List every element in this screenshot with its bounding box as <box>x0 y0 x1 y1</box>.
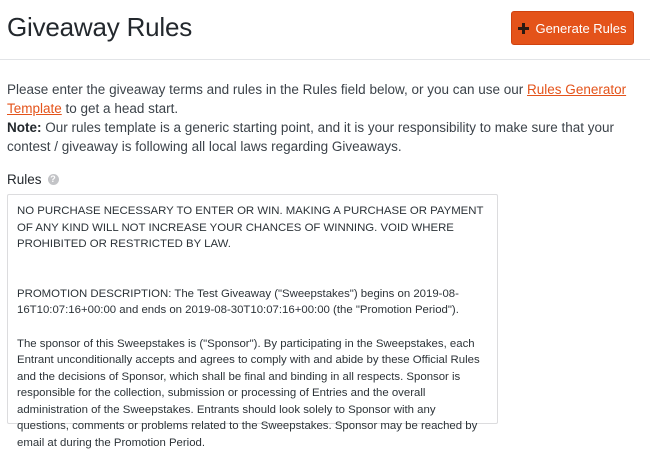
intro-paragraph <box>7 80 637 118</box>
rules-paragraph-1: NO PURCHASE NECESSARY TO ENTER OR WIN. MAKING A PURCHASE OR PAYMENT OF ANY KIND WILL NOT INCREASE YOUR CHANCES OF WINNING. VOID WHERE PROHIBITED OR RESTRICTED BY LAW. <box>17 203 488 253</box>
rules-field-label <box>7 172 59 187</box>
rules-generator-template-link[interactable]: Rules Generator Template <box>7 82 626 116</box>
note-paragraph <box>7 118 637 156</box>
note-text: Our rules template is a generic starting point, and it is your responsibility to make sure that your contest / giveaway is following all local laws regarding Giveaways. <box>7 120 614 154</box>
page-title: Giveaway Rules <box>7 12 192 43</box>
rules-paragraph-2: PROMOTION DESCRIPTION: The Test Giveaway ("Sweepstakes") begins on 2019-08-16T10:07:16+00:00 and ends on 2019-08-30T10:07:16+00:00 (the "Promotion Period"). <box>17 286 488 319</box>
generate-rules-button[interactable] <box>511 11 634 45</box>
rules-label-text: Rules <box>7 172 42 187</box>
header-divider <box>0 59 650 60</box>
intro-text-before-link: Please enter the giveaway terms and rules in the Rules field below, or you can use our <box>7 82 527 97</box>
intro-text <box>7 80 637 156</box>
note-label: Note: <box>7 120 42 135</box>
plus-icon <box>518 23 529 34</box>
rules-paragraph-3: The sponsor of this Sweepstakes is ("Sponsor"). By participating in the Sweepstakes, each Entrant unconditionally accepts and agrees to comply with and abide by these Official Rules and the decisions of Sponsor, which shall be final and binding in all respects. Sponsor is responsible for the collection, submission or processing of Entries and the overall administration of the Sweepstakes. Entrants should look solely to Sponsor with any questions, comments or problems related to the Sweepstakes. Sponsor may be reached by email at during the Promotion Period. <box>17 336 488 451</box>
generate-rules-label: Generate Rules <box>535 21 626 36</box>
intro-text-after-link: to get a head start. <box>62 101 178 116</box>
rules-textarea[interactable] <box>7 194 498 424</box>
help-icon[interactable]: ? <box>48 174 59 185</box>
